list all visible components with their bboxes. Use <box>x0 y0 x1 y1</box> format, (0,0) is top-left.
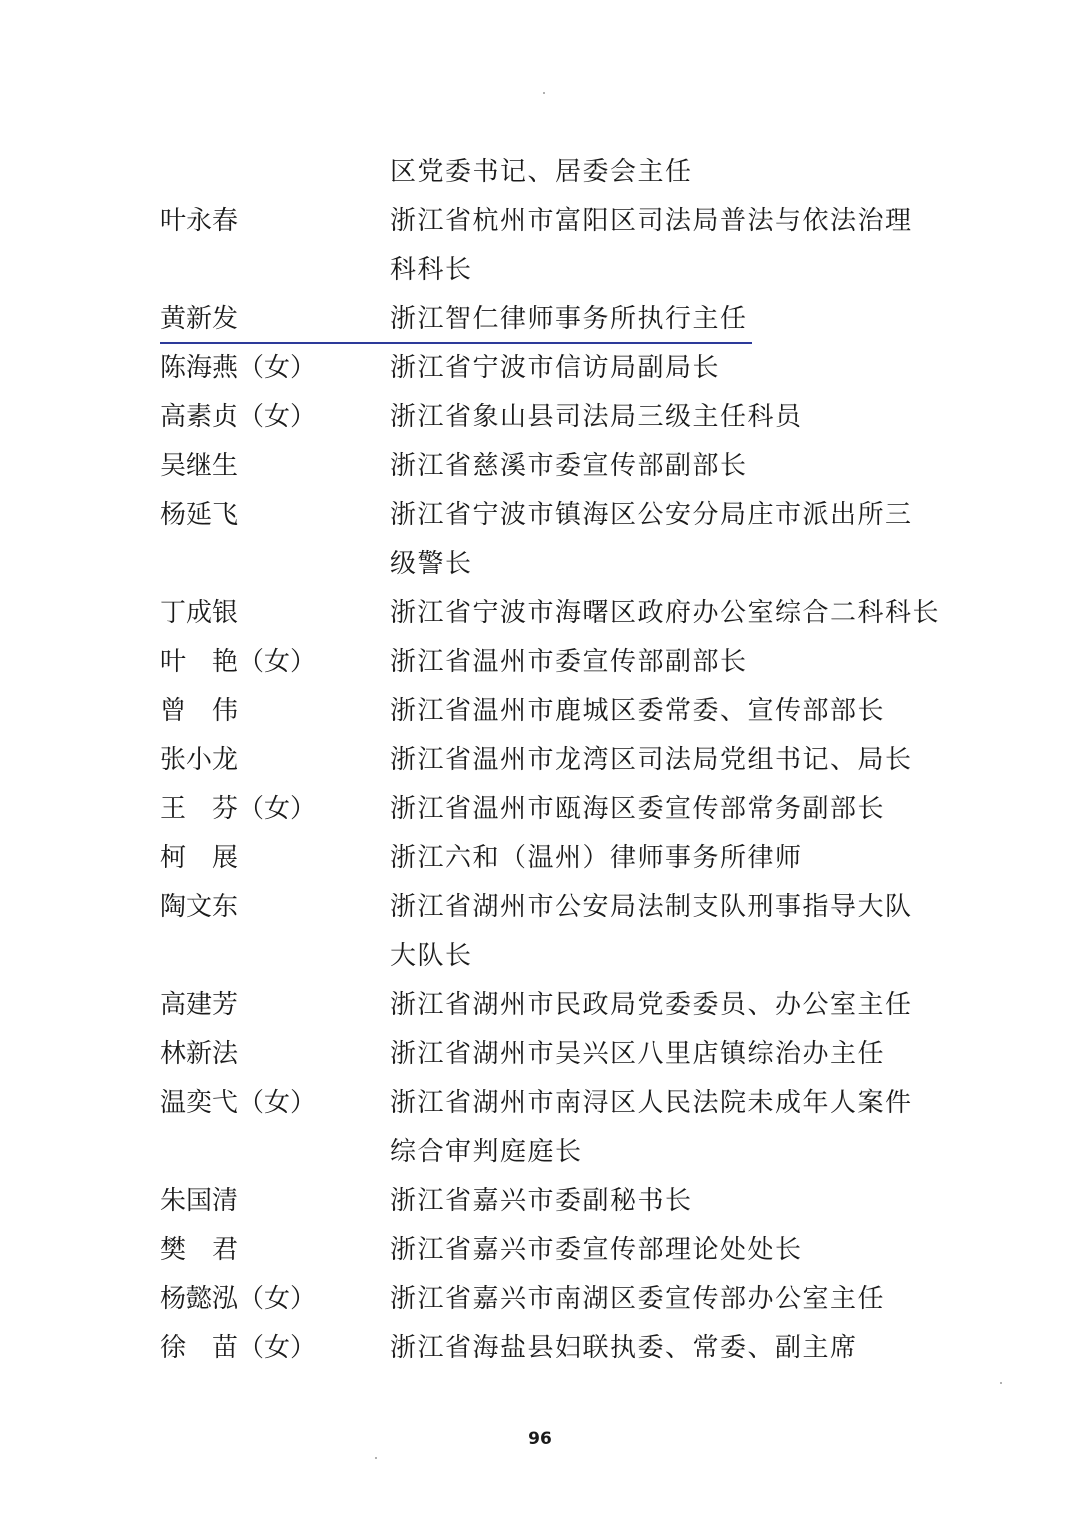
person-role <box>390 148 940 197</box>
person-name: 陶文东 <box>160 892 239 922</box>
role-line: 级警长 <box>390 549 473 579</box>
person-role <box>390 1177 940 1226</box>
list-item <box>160 491 940 589</box>
list-item <box>160 1275 940 1324</box>
role-line: 浙江省嘉兴市南湖区委宣传部办公室主任 <box>390 1284 886 1314</box>
person-role <box>390 491 940 589</box>
person-role <box>390 393 940 442</box>
person-role <box>390 344 940 393</box>
person-role <box>390 981 940 1030</box>
list-item <box>160 1079 940 1177</box>
person-name: 黄新发 <box>160 304 239 334</box>
list-item <box>160 1324 940 1373</box>
personnel-list <box>160 148 940 1373</box>
role-line: 浙江省湖州市公安局法制支队刑事指导大队 <box>390 892 913 922</box>
person-role <box>390 687 940 736</box>
list-item <box>160 1030 940 1079</box>
person-name: 杨懿泓（女） <box>160 1284 317 1314</box>
person-role <box>390 589 940 638</box>
role-line: 浙江省海盐县妇联执委、常委、副主席 <box>390 1333 858 1363</box>
list-item <box>160 981 940 1030</box>
person-name: 徐 苗（女） <box>160 1333 317 1363</box>
scan-speck <box>543 92 545 94</box>
role-line: 浙江六和（温州）律师事务所律师 <box>390 843 803 873</box>
role-line: 浙江省温州市鹿城区委常委、宣传部部长 <box>390 696 886 726</box>
list-item <box>160 834 940 883</box>
person-name: 柯 展 <box>160 843 239 873</box>
person-role <box>390 883 940 981</box>
page-number: 96 <box>528 1429 552 1449</box>
list-item <box>160 442 940 491</box>
role-line: 浙江省湖州市南浔区人民法院未成年人案件 <box>390 1088 913 1118</box>
role-line: 浙江省象山县司法局三级主任科员 <box>390 402 803 432</box>
person-role <box>390 1079 940 1177</box>
role-line: 综合审判庭庭长 <box>390 1137 583 1167</box>
role-line: 浙江省宁波市镇海区公安分局庄市派出所三 <box>390 500 913 530</box>
person-name: 高素贞（女） <box>160 402 317 432</box>
role-line: 浙江省杭州市富阳区司法局普法与依法治理 <box>390 206 913 236</box>
list-item <box>160 344 940 393</box>
list-item <box>160 197 940 295</box>
person-name: 丁成银 <box>160 598 239 628</box>
handwritten-underline <box>160 342 752 344</box>
person-role <box>390 1275 940 1324</box>
person-name: 张小龙 <box>160 745 239 775</box>
role-line: 浙江省慈溪市委宣传部副部长 <box>390 451 748 481</box>
person-name: 高建芳 <box>160 990 239 1020</box>
list-item <box>160 589 940 638</box>
role-line: 浙江省宁波市海曙区政府办公室综合二科科长 <box>390 598 941 628</box>
list-item <box>160 638 940 687</box>
scan-speck <box>1000 1382 1002 1384</box>
person-name: 叶永春 <box>160 206 239 236</box>
list-item <box>160 883 940 981</box>
role-line: 区党委书记、居委会主任 <box>390 157 693 187</box>
list-item <box>160 295 940 344</box>
role-line: 浙江省嘉兴市委宣传部理论处处长 <box>390 1235 803 1265</box>
scan-speck <box>375 1457 377 1459</box>
list-item <box>160 1177 940 1226</box>
person-role <box>390 785 940 834</box>
list-item <box>160 393 940 442</box>
person-role <box>390 1324 940 1373</box>
list-item <box>160 148 940 197</box>
person-role <box>390 638 940 687</box>
person-role <box>390 736 940 785</box>
person-name: 叶 艳（女） <box>160 647 317 677</box>
person-name: 吴继生 <box>160 451 239 481</box>
person-name: 陈海燕（女） <box>160 353 317 383</box>
person-role <box>390 442 940 491</box>
role-line: 浙江省嘉兴市委副秘书长 <box>390 1186 693 1216</box>
role-line: 浙江省湖州市吴兴区八里店镇综治办主任 <box>390 1039 886 1069</box>
person-name: 温奕弋（女） <box>160 1088 317 1118</box>
role-line: 浙江省宁波市信访局副局长 <box>390 353 721 383</box>
person-name: 林新法 <box>160 1039 239 1069</box>
list-item <box>160 785 940 834</box>
role-line: 浙江省湖州市民政局党委委员、办公室主任 <box>390 990 913 1020</box>
list-item <box>160 1226 940 1275</box>
person-name: 曾 伟 <box>160 696 239 726</box>
person-name: 王 芬（女） <box>160 794 317 824</box>
role-line: 浙江智仁律师事务所执行主任 <box>390 304 748 334</box>
person-name: 朱国清 <box>160 1186 239 1216</box>
role-line: 浙江省温州市瓯海区委宣传部常务副部长 <box>390 794 886 824</box>
person-role <box>390 834 940 883</box>
list-item <box>160 687 940 736</box>
person-name: 樊 君 <box>160 1235 239 1265</box>
role-line: 浙江省温州市龙湾区司法局党组书记、局长 <box>390 745 913 775</box>
person-name: 杨延飞 <box>160 500 239 530</box>
person-role <box>390 197 940 295</box>
role-line: 大队长 <box>390 941 473 971</box>
role-line: 浙江省温州市委宣传部副部长 <box>390 647 748 677</box>
role-line: 科科长 <box>390 255 473 285</box>
person-role <box>390 1030 940 1079</box>
list-item <box>160 736 940 785</box>
person-role <box>390 1226 940 1275</box>
person-role <box>390 295 940 344</box>
